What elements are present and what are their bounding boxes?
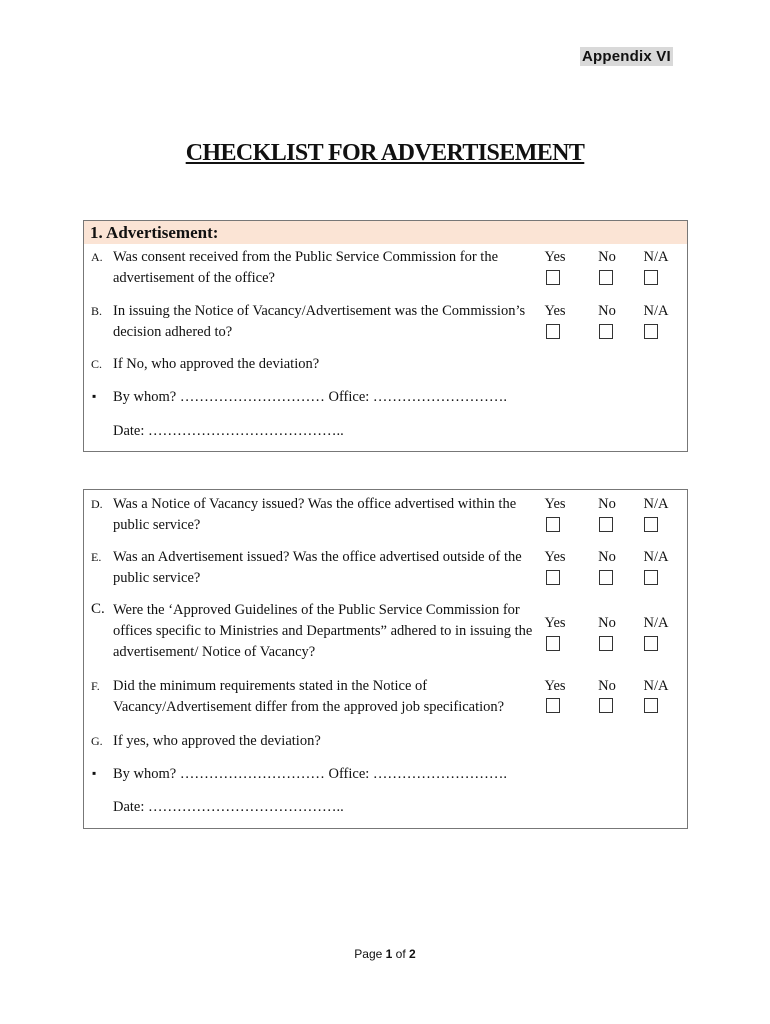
no-checkbox[interactable] [599,517,613,532]
question-text: Were the ‘Approved Guidelines of the Public Service Commission for offices specific to Ministries and Departments” adhered to in issuing the advertisement/ Notice of Vacancy? [113,602,533,660]
na-checkbox[interactable] [644,636,658,651]
option-na-label: N/A [643,303,669,319]
section-1-box [83,220,688,452]
page-label: Page [354,947,383,961]
option-yes-label: Yes [544,678,566,694]
question-letter: G. [91,734,103,748]
option-na-label: N/A [643,549,669,565]
option-no-label: No [598,678,616,694]
na-checkbox[interactable] [644,324,658,339]
question-text: Was consent received from the Public Service Commission for the advertisement of the office? [113,249,499,286]
date-line: Date: ………………………………….. [113,423,344,439]
option-yes-label: Yes [544,249,566,265]
no-checkbox[interactable] [599,698,613,713]
option-no-label: No [598,615,616,631]
question-letter: A. [91,250,103,264]
by-whom-line: By whom? ………………………… Office: ………………………. [113,389,508,405]
by-whom-line: By whom? ………………………… Office: ………………………. [113,766,508,782]
question-text: Was a Notice of Vacancy issued? Was the office advertised within the public service? [113,496,517,533]
option-yes-label: Yes [544,303,566,319]
question-text: In issuing the Notice of Vacancy/Advertisement was the Commission’s decision adhered to? [113,303,526,340]
date-line: Date: ………………………………….. [113,799,344,815]
option-yes-label: Yes [544,549,566,565]
question-letter: F. [91,679,100,693]
total-pages: 2 [409,947,416,961]
yes-checkbox[interactable] [546,270,560,285]
option-yes-label: Yes [544,496,566,512]
question-text: If No, who approved the deviation? [113,356,320,372]
option-na-label: N/A [643,496,669,512]
yes-checkbox[interactable] [546,324,560,339]
of-label: of [395,947,406,961]
no-checkbox[interactable] [599,270,613,285]
question-text: If yes, who approved the deviation? [113,733,321,749]
option-no-label: No [598,549,616,565]
option-na-label: N/A [643,249,669,265]
question-letter: B. [91,304,103,318]
question-letter: D. [91,497,103,511]
option-na-label: N/A [643,678,669,694]
section-2-box [83,489,688,829]
no-checkbox[interactable] [599,324,613,339]
bullet-icon: ▪ [92,766,97,780]
option-no-label: No [598,496,616,512]
yes-checkbox[interactable] [546,517,560,532]
yes-checkbox[interactable] [546,636,560,651]
na-checkbox[interactable] [644,517,658,532]
question-letter: C. [91,601,105,617]
na-checkbox[interactable] [644,270,658,285]
na-checkbox[interactable] [644,698,658,713]
na-checkbox[interactable] [644,570,658,585]
question-letter: E. [91,550,102,564]
current-page: 1 [385,947,393,961]
question-text: Was an Advertisement issued? Was the office advertised outside of the public service? [113,549,522,586]
bullet-icon: ▪ [92,389,97,403]
question-text: Did the minimum requirements stated in the Notice of Vacancy/Advertisement differ from the approved job specification? [113,678,505,715]
option-no-label: No [598,249,616,265]
question-letter: C. [91,357,103,371]
option-yes-label: Yes [544,615,566,631]
section-header: 1. Advertisement: [84,221,687,244]
page-title: CHECKLIST FOR ADVERTISEMENT [185,140,585,166]
option-na-label: N/A [643,615,669,631]
yes-checkbox[interactable] [546,570,560,585]
no-checkbox[interactable] [599,636,613,651]
appendix-label: Appendix VI [582,48,671,65]
page-number [0,947,770,961]
option-no-label: No [598,303,616,319]
yes-checkbox[interactable] [546,698,560,713]
no-checkbox[interactable] [599,570,613,585]
